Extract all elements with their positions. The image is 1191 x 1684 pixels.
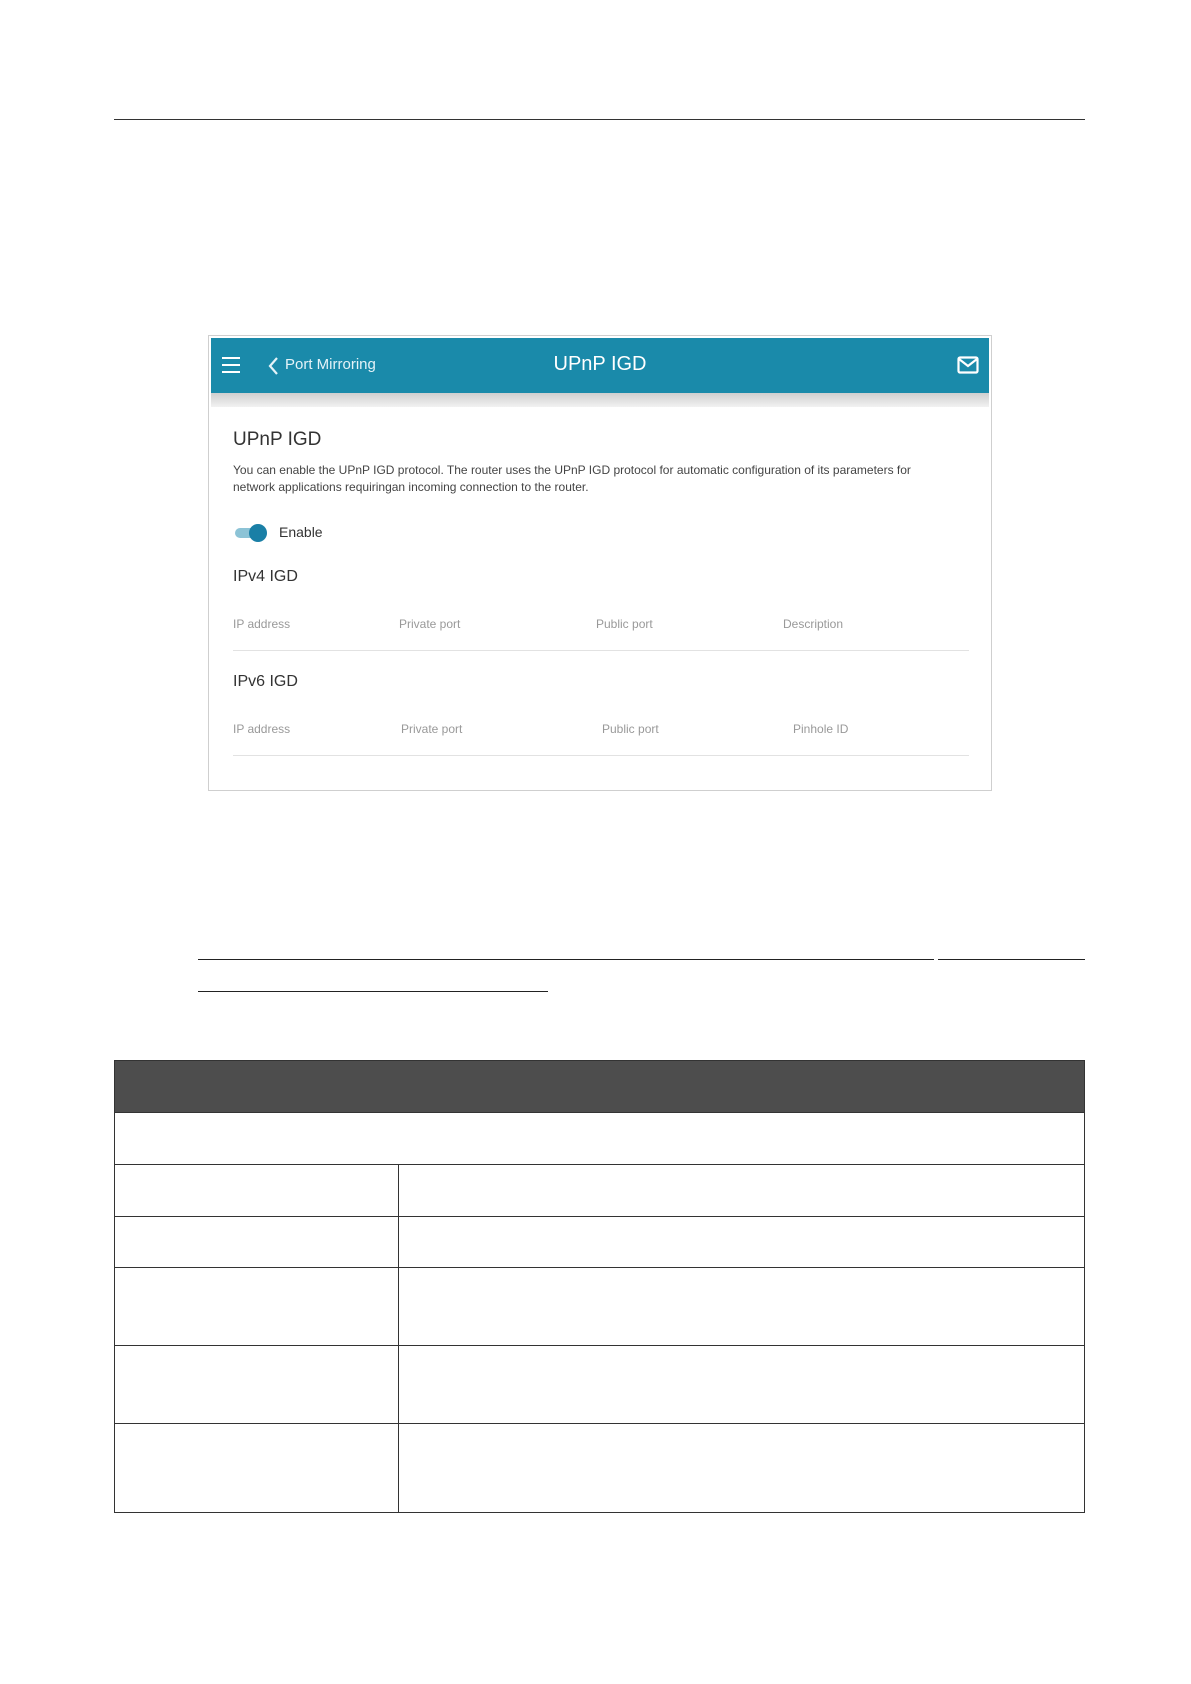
table-cell-parameter (115, 1346, 399, 1424)
upnp-igd-screenshot (208, 335, 992, 791)
ipv4-col-private-port: Private port (399, 617, 461, 631)
table-header-row (115, 1061, 1085, 1113)
table-row (115, 1346, 1085, 1424)
toggle-knob (249, 524, 267, 542)
table-section-row (115, 1113, 1085, 1165)
table-row (115, 1217, 1085, 1268)
ipv6-col-ip-address: IP address (233, 722, 291, 736)
page-title: UPnP IGD (553, 353, 647, 375)
underline-segment (198, 959, 934, 960)
app-bar-shadow (211, 393, 989, 407)
table-cell-parameter (115, 1165, 399, 1217)
table-cell-description (399, 1268, 1085, 1346)
table-cell-description (399, 1346, 1085, 1424)
enable-label: Enable (279, 524, 323, 540)
section-title: UPnP IGD (233, 429, 322, 450)
section-description: You can enable the UPnP IGD protocol. The router uses the UPnP IGD protocol for automatic configuration of its parameters for network applications requiringan incoming connection to the router. (233, 463, 911, 494)
table-cell-description (399, 1165, 1085, 1217)
ipv4-divider (233, 650, 969, 651)
table-row (115, 1424, 1085, 1513)
table-row (115, 1165, 1085, 1217)
table-cell-parameter (115, 1424, 399, 1513)
ipv6-col-pinhole-id: Pinhole ID (793, 722, 849, 736)
underline-segment (198, 991, 548, 992)
table-cell-description (399, 1217, 1085, 1268)
page-header-rule (114, 119, 1085, 120)
table-header (115, 1061, 1085, 1113)
mail-icon[interactable] (957, 356, 979, 374)
parameters-table (114, 1060, 1085, 1513)
ipv4-col-public-port: Public port (596, 617, 653, 631)
back-link[interactable]: Port Mirroring (285, 356, 376, 373)
ipv6-col-private-port: Private port (401, 722, 463, 736)
ipv6-col-public-port: Public port (602, 722, 659, 736)
ipv6-divider (233, 755, 969, 756)
underline-segment (938, 959, 1085, 960)
table-row (115, 1268, 1085, 1346)
ipv6-igd-title: IPv6 IGD (233, 673, 298, 690)
ipv4-col-ip-address: IP address (233, 617, 291, 631)
table-cell-description (399, 1424, 1085, 1513)
ipv4-igd-title: IPv4 IGD (233, 568, 298, 585)
ipv4-col-description: Description (783, 617, 844, 631)
table-cell-parameter (115, 1268, 399, 1346)
table-cell-parameter (115, 1217, 399, 1268)
app-bar (211, 338, 989, 393)
enable-toggle[interactable] (235, 524, 267, 542)
table-section-cell (115, 1113, 1085, 1165)
